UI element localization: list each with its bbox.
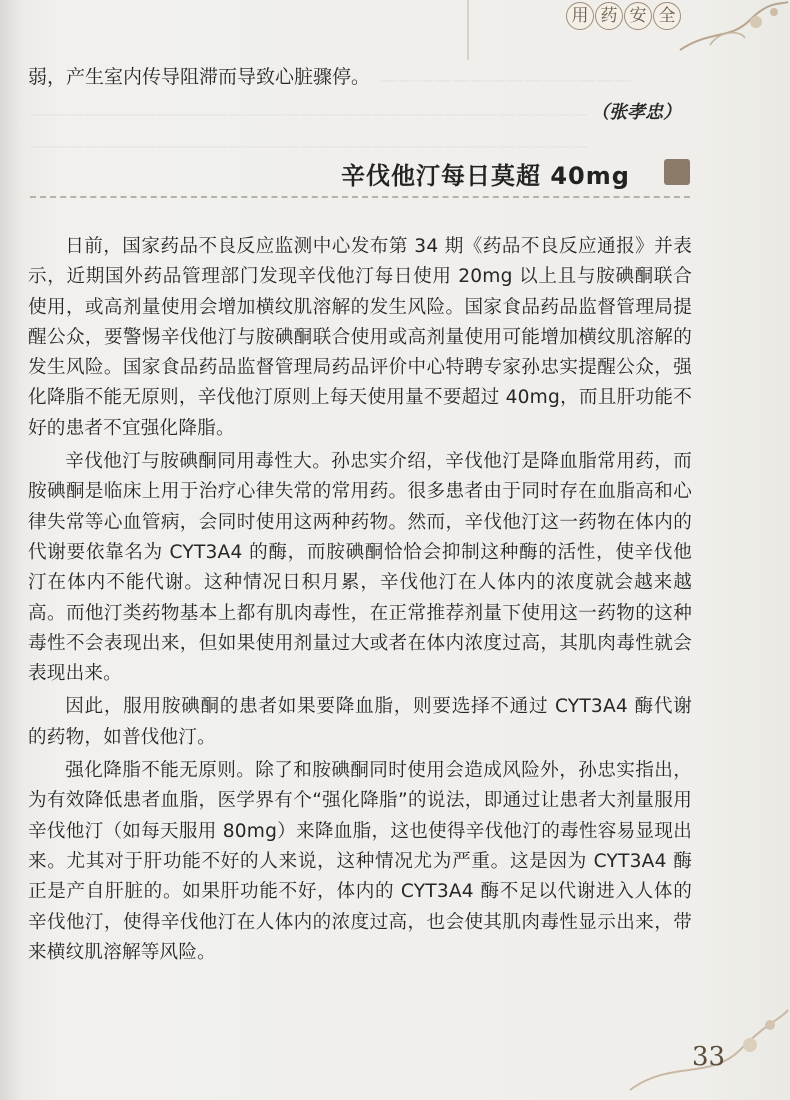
section-tag-char: 全 [653,2,681,30]
article-title: 辛伐他汀每日莫超 40mg [341,162,630,190]
page-number: 33 [692,1042,726,1072]
article-paragraph: 因此，服用胺碘酮的患者如果要降血脂，则要选择不通过 CYT3A4 酶代谢的药物，如普伐他汀。 [28,696,692,748]
title-rule [30,196,690,198]
continued-paragraph: 弱，产生室内传导阻滞而导致心脏骤停。 [28,66,371,88]
section-tag [566,2,681,30]
section-tag-char: 安 [624,2,652,30]
header-divider [467,0,469,60]
article-body [28,232,692,971]
article-paragraph: 日前，国家药品不良反应监测中心发布第 34 期《药品不良反应通报》并表示，近期国外药品管理部门发现辛伐他汀每日使用 20mg 以上且与胺碘酮联合使用，或高剂量使用会增加横纹肌溶解的发生风险。国家食品药品监督管理局提醒公众，要警惕辛伐他汀与胺碘酮联合使用或高剂量使用可能增加横纹肌溶解的发生风险。国家食品药品监督管理局药品评价中心特聘专家孙忠实提醒公众，强化降脂不能无原则，辛伐他汀原则上每天使用量不要超过 40mg，而且肝功能不好的患者不宜强化降脂。 [28,236,692,439]
section-tag-char: 药 [595,2,623,30]
floral-corner-icon [670,0,790,60]
previous-article-author: （张孝忠） [591,102,681,123]
show-through-text: ——————————————————————————————— [30,104,588,125]
show-through-text: ——————————————————————————————— [30,136,588,157]
section-tag-char: 用 [566,2,594,30]
article-paragraph: 辛伐他汀与胺碘酮同用毒性大。孙忠实介绍，辛伐他汀是降血脂常用药，而胺碘酮是临床上用于治疗心律失常的常用药。很多患者由于同时存在血脂高和心律失常等心血管病，会同时使用这两种药物。然而，辛伐他汀这一药物在体内的代谢要依靠名为 CYT3A4 的酶，而胺碘酮恰恰会抑制这种酶的活性，使辛伐他汀在体内不能代谢。这种情况日积月累，辛伐他汀在人体内的浓度就会越来越高。而他汀类药物基本上都有肌肉毒性，在正常推荐剂量下使用这一药物的这种毒性不会表现出来，但如果使用剂量过大或者在体内浓度过高，其肌肉毒性就会表现出来。 [28,451,692,685]
title-ornament-icon [664,159,690,185]
article-paragraph: 强化降脂不能无原则。除了和胺碘酮同时使用会造成风险外，孙忠实指出，为有效降低患者血脂，医学界有个“强化降脂”的说法，即通过让患者大剂量服用辛伐他汀（如每天服用 80mg）来降血脂，这也使得辛伐他汀的毒性容易显现出来。尤其对于肝功能不好的人来说，这种情况尤为严重。这是因为 CYT3A4 酶正是产自肝脏的。如果肝功能不好，体内的 CYT3A4 酶不足以代谢进入人体的辛伐他汀，使得辛伐他汀在人体内的浓度过高，也会使其肌肉毒性显示出来，带来横纹肌溶解等风险。 [28,760,692,963]
show-through-text: —————————————— [380,70,632,91]
